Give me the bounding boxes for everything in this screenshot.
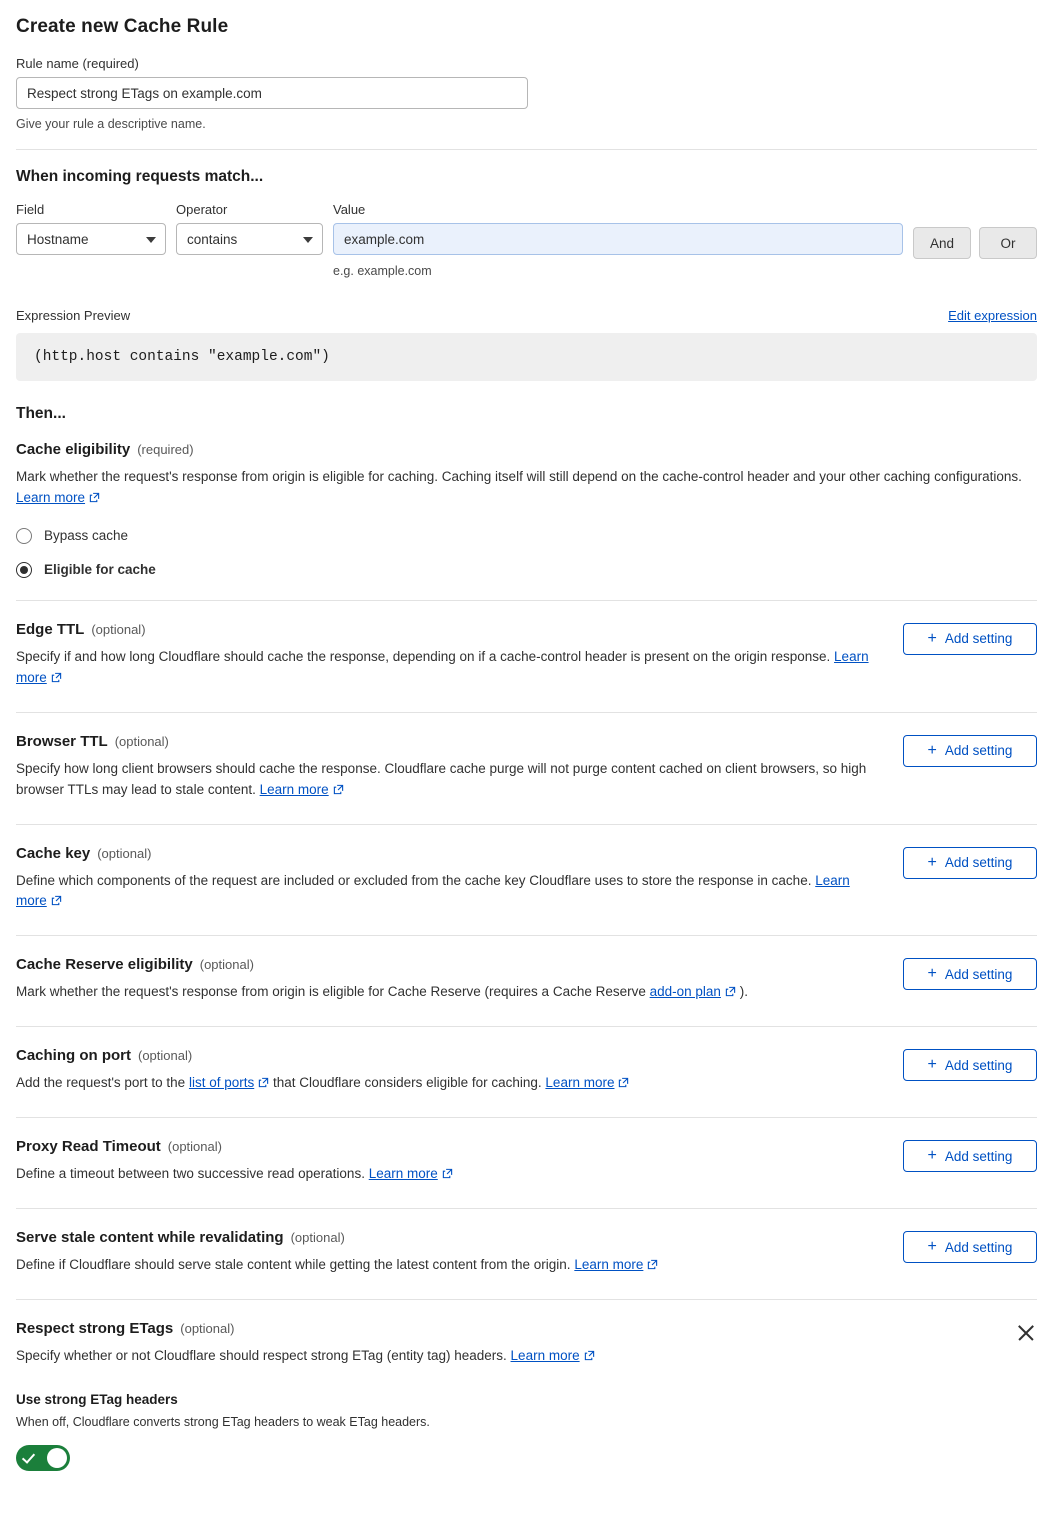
setting-description	[16, 982, 883, 1004]
setting-desc-text: Add the request's port to the	[16, 1075, 186, 1091]
cache-eligibility-learn-more-link[interactable]: Learn more	[16, 489, 86, 505]
learn-more-link[interactable]: Learn more	[510, 1348, 580, 1364]
and-button[interactable]: And	[913, 227, 971, 259]
field-select-value: Hostname	[27, 231, 89, 247]
logic-column	[913, 202, 1037, 259]
radio-bypass-cache-label: Bypass cache	[44, 528, 129, 544]
setting-title: Serve stale content while revalidating	[16, 1229, 284, 1247]
check-icon	[22, 1450, 35, 1464]
setting-respect-strong-etags	[16, 1320, 1037, 1471]
expression-label: Expression Preview	[16, 308, 131, 323]
setting-proxy-read-timeout	[16, 1138, 1037, 1186]
setting-desc-text: Define if Cloudflare should serve stale content while getting the latest content from the origin.	[16, 1257, 571, 1273]
setting-title: Cache key	[16, 844, 91, 862]
external-link-icon	[51, 669, 62, 690]
learn-more-link[interactable]: Learn more	[16, 872, 850, 909]
operator-column	[176, 202, 323, 255]
rule-name-group	[16, 56, 1037, 131]
setting-description	[16, 1255, 883, 1277]
or-button[interactable]: Or	[979, 227, 1037, 259]
add-setting-button[interactable]	[903, 1231, 1037, 1263]
field-column	[16, 202, 166, 255]
edit-expression-link[interactable]: Edit expression	[948, 308, 1037, 323]
external-link-icon	[442, 1165, 453, 1186]
cache-eligibility-title: Cache eligibility	[16, 441, 131, 458]
cache-eligibility-section	[16, 441, 1037, 578]
setting-title: Edge TTL	[16, 620, 85, 638]
use-strong-etag-headers-description: When off, Cloudflare converts strong ETag headers to weak ETag headers.	[16, 1414, 430, 1429]
setting-caching-on-port	[16, 1047, 1037, 1095]
external-link-icon	[258, 1074, 269, 1095]
learn-more-link[interactable]: Learn more	[16, 648, 869, 685]
setting-optional: (optional)	[290, 1230, 345, 1246]
setting-description	[16, 647, 883, 690]
expression-header	[16, 308, 1037, 323]
setting-desc-text: Specify whether or not Cloudflare should respect strong ETag (entity tag) headers.	[16, 1348, 507, 1364]
field-label: Field	[16, 202, 45, 217]
chevron-down-icon	[146, 237, 156, 243]
divider	[16, 1117, 1037, 1118]
add-setting-label: Add setting	[944, 966, 1013, 982]
setting-browser-ttl	[16, 733, 1037, 802]
use-strong-etag-headers-label: Use strong ETag headers	[16, 1391, 178, 1407]
value-column	[333, 202, 903, 278]
add-setting-button[interactable]	[903, 1049, 1037, 1081]
radio-icon	[16, 528, 32, 544]
external-link-icon	[618, 1074, 629, 1095]
setting-desc-text: Define which components of the request are included or excluded from the cache key Cloudflare uses to store the response in cache.	[16, 872, 812, 888]
value-label: Value	[333, 202, 366, 217]
external-link-icon	[647, 1256, 658, 1277]
setting-optional: (optional)	[91, 621, 146, 637]
setting-title: Respect strong ETags	[16, 1320, 174, 1338]
operator-select-value: contains	[187, 231, 238, 247]
plus-icon: +	[927, 1056, 937, 1074]
cache-eligibility-description	[16, 467, 1026, 510]
setting-description	[16, 1346, 995, 1368]
setting-serve-stale-content	[16, 1229, 1037, 1277]
external-link-icon	[584, 1347, 595, 1368]
radio-selected-icon	[16, 562, 32, 578]
add-setting-label: Add setting	[944, 855, 1013, 871]
setting-optional: (optional)	[167, 1139, 222, 1155]
setting-desc-after: ).	[739, 984, 748, 1000]
add-setting-label: Add setting	[944, 1148, 1013, 1164]
setting-title: Browser TTL	[16, 732, 108, 750]
radio-eligible-for-cache[interactable]	[16, 562, 1037, 578]
learn-more-link[interactable]: Learn more	[574, 1257, 644, 1273]
setting-description	[16, 871, 883, 914]
operator-select[interactable]	[176, 223, 323, 255]
toggle-knob	[47, 1448, 67, 1468]
close-icon[interactable]	[1015, 1322, 1037, 1344]
divider	[16, 935, 1037, 936]
add-setting-button[interactable]	[903, 847, 1037, 879]
setting-desc-text: Specify how long client browsers should cache the response. Cloudflare cache purge will not purge content cached on client browsers, so high browser TTLs may lead to stale content.	[16, 760, 867, 797]
setting-description	[16, 1073, 883, 1095]
radio-bypass-cache[interactable]	[16, 528, 1037, 544]
external-link-icon	[89, 489, 100, 510]
divider	[16, 1208, 1037, 1209]
plus-icon: +	[927, 965, 937, 983]
setting-desc-text: Mark whether the request's response from origin is eligible for Cache Reserve (requires a Cache Reserve	[16, 984, 646, 1000]
setting-desc-text: Define a timeout between two successive read operations.	[16, 1166, 365, 1182]
rule-name-input[interactable]	[16, 77, 528, 109]
page-title: Create new Cache Rule	[16, 16, 229, 37]
add-setting-label: Add setting	[944, 1239, 1013, 1255]
add-setting-button[interactable]	[903, 958, 1037, 990]
divider	[16, 600, 1037, 601]
learn-more-link[interactable]: Learn more	[368, 1166, 438, 1182]
plus-icon: +	[927, 629, 937, 647]
learn-more-link[interactable]: Learn more	[259, 781, 329, 797]
setting-title: Proxy Read Timeout	[16, 1138, 161, 1156]
divider	[16, 1026, 1037, 1027]
setting-optional: (optional)	[199, 957, 254, 973]
setting-desc-mid: that Cloudflare considers eligible for caching.	[273, 1075, 542, 1091]
setting-description	[16, 1164, 883, 1186]
add-on-plan-link[interactable]: add-on plan	[649, 984, 721, 1000]
field-select[interactable]	[16, 223, 166, 255]
radio-eligible-for-cache-label: Eligible for cache	[44, 562, 156, 578]
add-setting-button[interactable]	[903, 735, 1037, 767]
setting-title: Cache Reserve eligibility	[16, 956, 193, 974]
setting-description	[16, 759, 883, 802]
setting-edge-ttl	[16, 621, 1037, 690]
expression-preview: (http.host contains "example.com")	[16, 333, 1037, 381]
divider	[16, 712, 1037, 713]
use-strong-etag-headers-toggle[interactable]	[16, 1445, 70, 1471]
plus-icon: +	[927, 741, 937, 759]
external-link-icon	[725, 983, 736, 1004]
match-heading: When incoming requests match...	[16, 168, 264, 185]
plus-icon: +	[927, 1147, 937, 1165]
setting-cache-key	[16, 845, 1037, 914]
external-link-icon	[51, 892, 62, 913]
value-input[interactable]	[333, 223, 903, 255]
chevron-down-icon	[303, 237, 313, 243]
cache-eligibility-desc-text: Mark whether the request's response from origin is eligible for caching. Caching itself will still depend on the cache-control header and your other caching configurations.	[16, 469, 1022, 484]
add-setting-label: Add setting	[944, 631, 1013, 647]
add-setting-label: Add setting	[944, 743, 1013, 759]
add-setting-button[interactable]	[903, 623, 1037, 655]
rule-name-label: Rule name (required)	[16, 56, 139, 71]
cache-eligibility-optional: (required)	[137, 442, 194, 457]
add-setting-label: Add setting	[944, 1057, 1013, 1073]
list-of-ports-link[interactable]: list of ports	[188, 1075, 255, 1091]
plus-icon: +	[927, 853, 937, 871]
external-link-icon	[333, 781, 344, 802]
add-setting-button[interactable]	[903, 1140, 1037, 1172]
setting-title: Caching on port	[16, 1047, 131, 1065]
learn-more-link[interactable]: Learn more	[545, 1075, 615, 1091]
divider	[16, 149, 1037, 150]
divider	[16, 1299, 1037, 1300]
match-row	[16, 202, 1037, 278]
then-heading: Then...	[16, 405, 66, 422]
divider	[16, 824, 1037, 825]
operator-label: Operator	[176, 202, 228, 217]
setting-optional: (optional)	[138, 1048, 193, 1064]
value-hint: e.g. example.com	[333, 264, 432, 278]
rule-name-helper: Give your rule a descriptive name.	[16, 117, 206, 131]
setting-cache-reserve-eligibility	[16, 956, 1037, 1004]
plus-icon: +	[927, 1238, 937, 1256]
setting-optional: (optional)	[114, 733, 169, 749]
setting-optional: (optional)	[180, 1321, 235, 1337]
setting-optional: (optional)	[97, 845, 152, 861]
setting-desc-text: Specify if and how long Cloudflare should cache the response, depending on if a cache-control header is present on the origin response.	[16, 648, 831, 664]
